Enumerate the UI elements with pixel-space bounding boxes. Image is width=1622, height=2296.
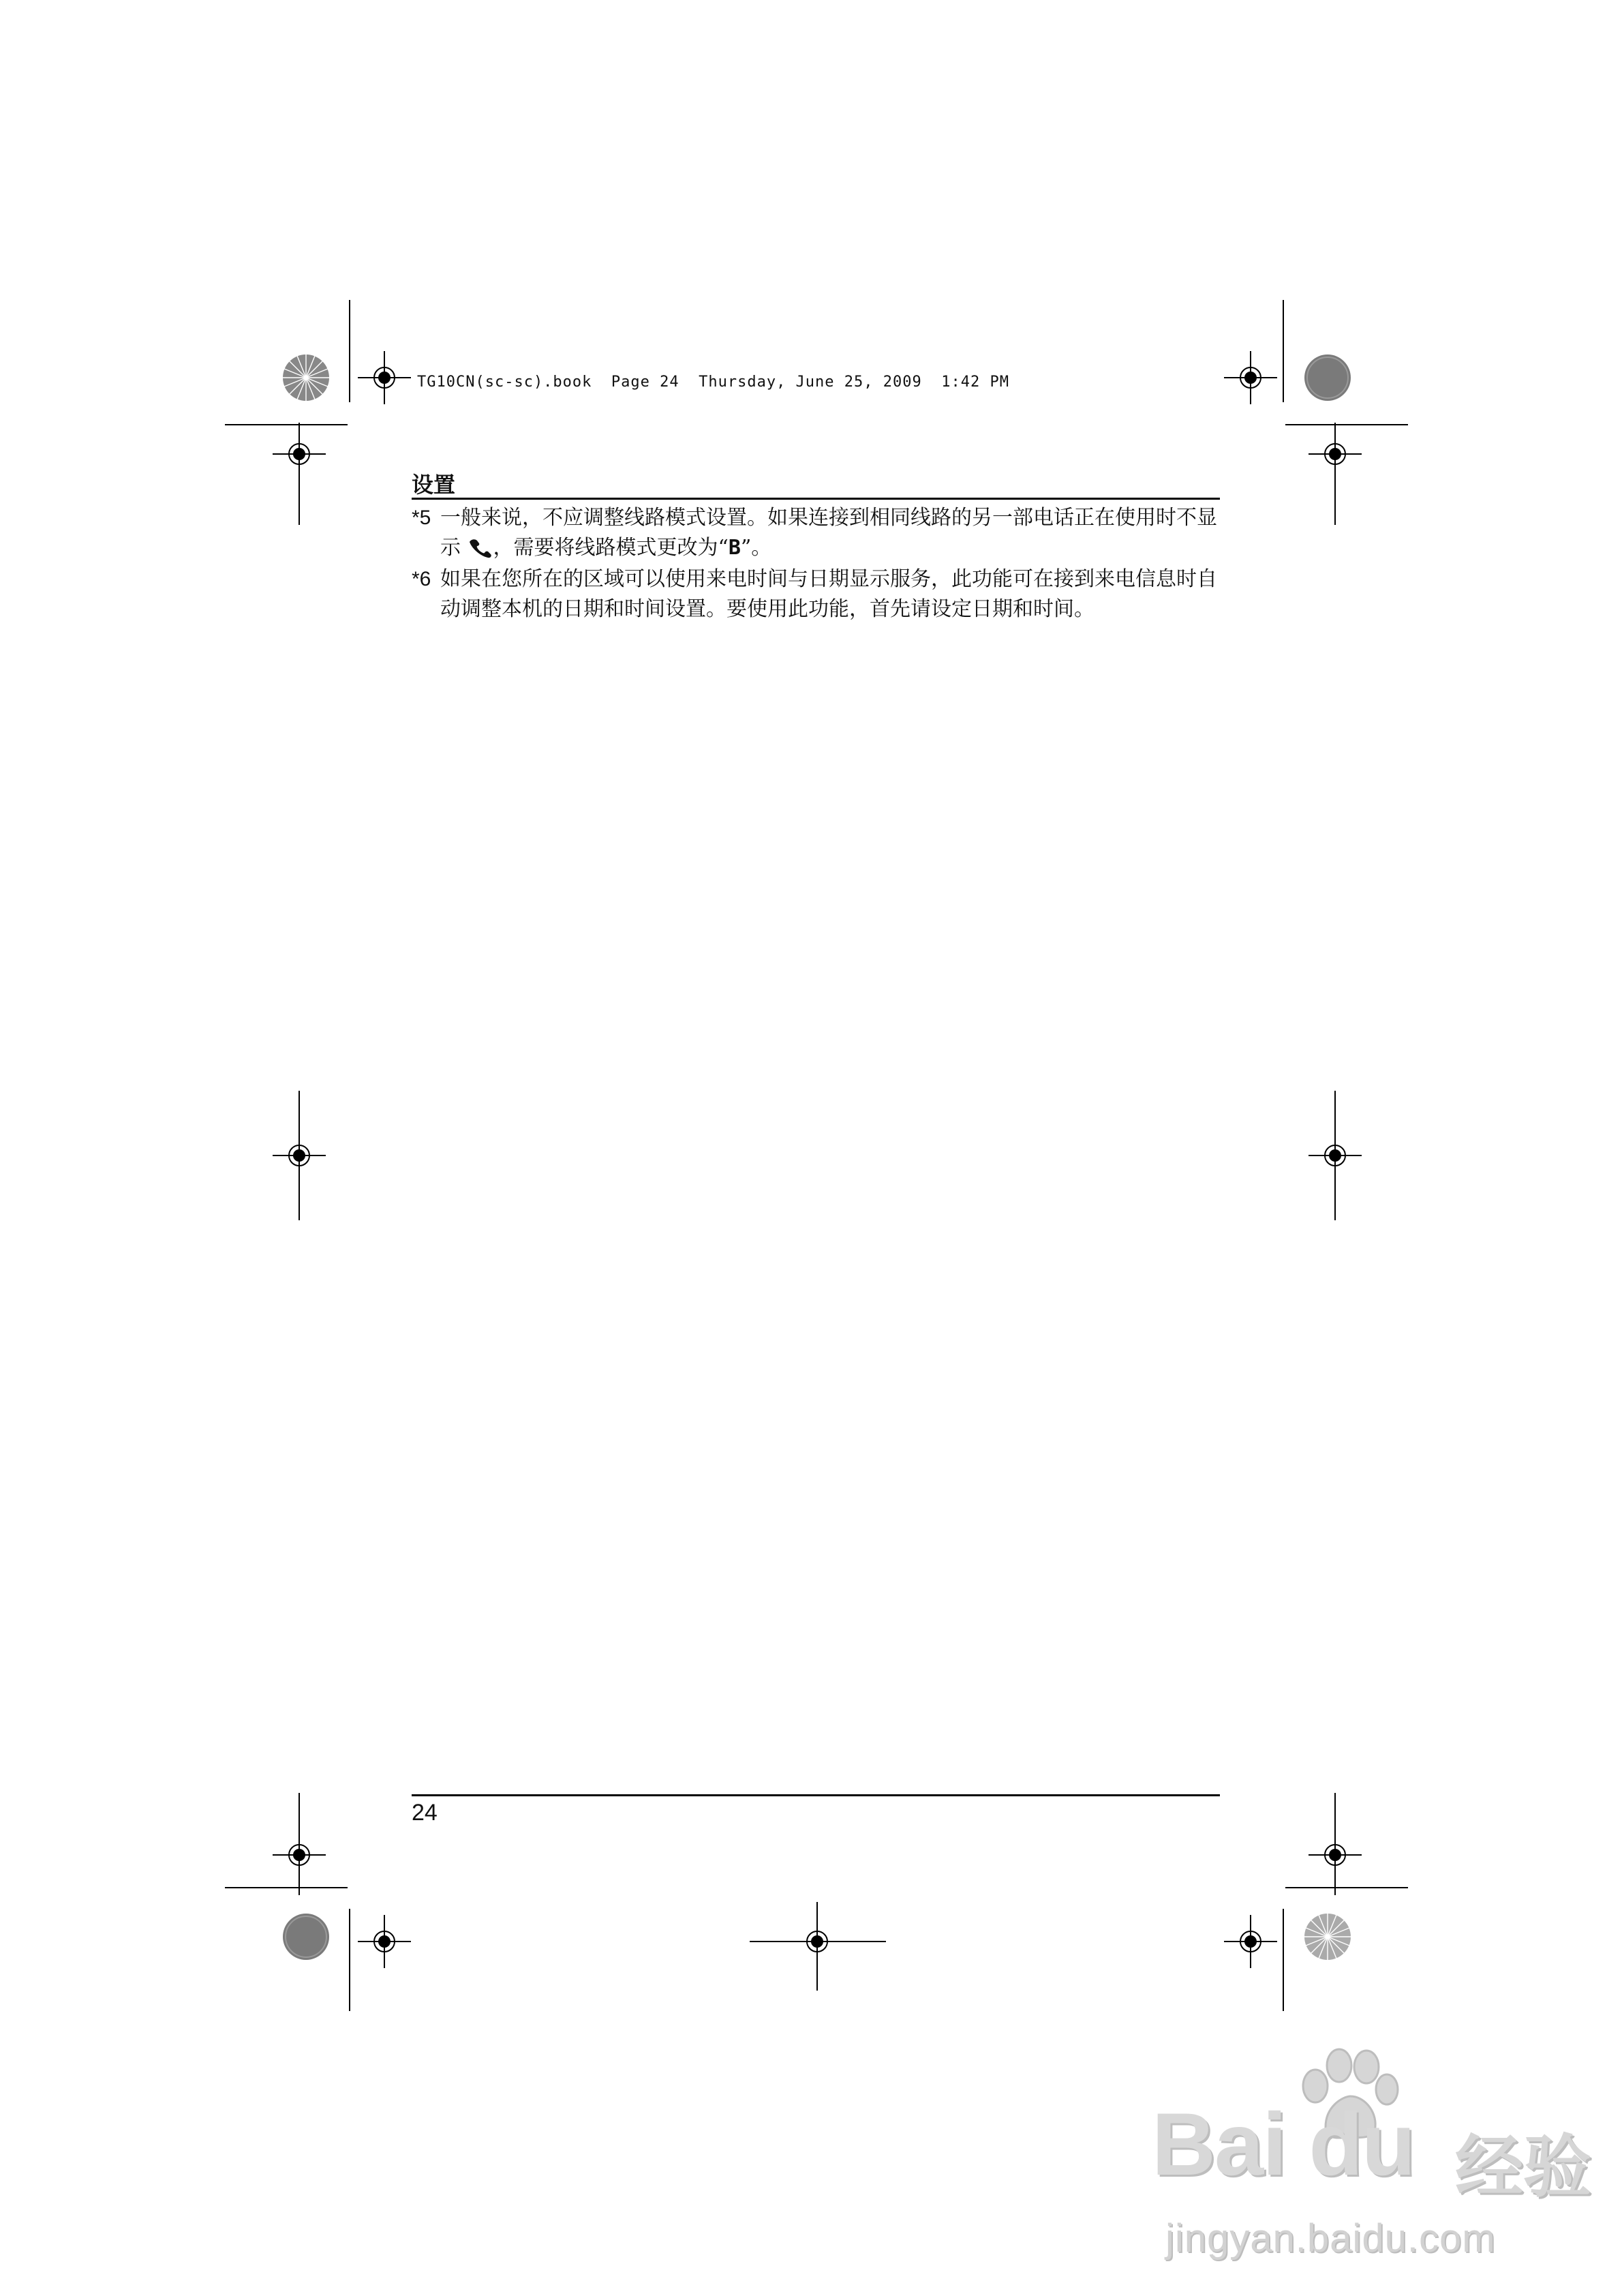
registration-mark-icon	[273, 1828, 326, 1882]
title-divider	[412, 498, 1220, 500]
crop-line	[225, 1887, 348, 1888]
footnote-5	[412, 503, 1223, 563]
crop-line	[1283, 1909, 1284, 2011]
page-number: 24	[412, 1800, 438, 1826]
crop-line	[349, 300, 350, 402]
registration-mark-icon	[1224, 351, 1277, 404]
crop-line	[1285, 1887, 1408, 1888]
footnote-text: 一般来说，不应调整线路模式设置。如果连接到相同线路的另一部电话正在使用时不显示 ，需要将线路模式更改为“B”。	[440, 506, 1217, 560]
crop-line	[349, 1909, 350, 2011]
crop-line	[1283, 300, 1284, 402]
phone-handset-icon	[468, 538, 493, 558]
baidu-watermark	[1152, 2072, 1602, 2277]
registration-mark-icon	[1309, 1828, 1362, 1882]
crop-line	[750, 1941, 886, 1942]
footnote-marker: *6	[412, 568, 431, 590]
registration-mark-icon	[358, 1915, 411, 1968]
crop-line	[299, 423, 300, 525]
watermark-logo-cn: 经验	[1455, 2127, 1591, 2207]
star-target-icon	[281, 1912, 331, 1961]
watermark-url: jingyan.baidu.com	[1165, 2216, 1496, 2261]
star-target-icon	[281, 353, 331, 402]
registration-mark-icon	[1309, 1129, 1362, 1182]
section-title: 设置	[412, 472, 456, 498]
book-file-header: TG10CN(sc-sc).book Page 24 Thursday, June 25, 2009 1:42 PM	[417, 374, 1009, 391]
registration-mark-icon	[273, 1129, 326, 1182]
registration-mark-icon	[358, 351, 411, 404]
crop-line	[1285, 424, 1408, 425]
star-target-icon	[1303, 1912, 1352, 1961]
watermark-logo: Bai du	[1152, 2094, 1415, 2194]
footnote-marker: *5	[412, 507, 431, 529]
star-target-icon	[1303, 353, 1352, 402]
footer-divider	[412, 1794, 1220, 1796]
registration-mark-icon	[1224, 1915, 1277, 1968]
crop-line	[1334, 423, 1336, 525]
crop-line	[816, 1902, 818, 1991]
footnote-6	[412, 564, 1223, 624]
footnote-text: 如果在您所在的区域可以使用来电时间与日期显示服务，此功能可在接到来电信息时自动调整本机的日期和时间设置。要使用此功能，首先请设定日期和时间。	[440, 567, 1217, 621]
crop-line	[225, 424, 348, 425]
